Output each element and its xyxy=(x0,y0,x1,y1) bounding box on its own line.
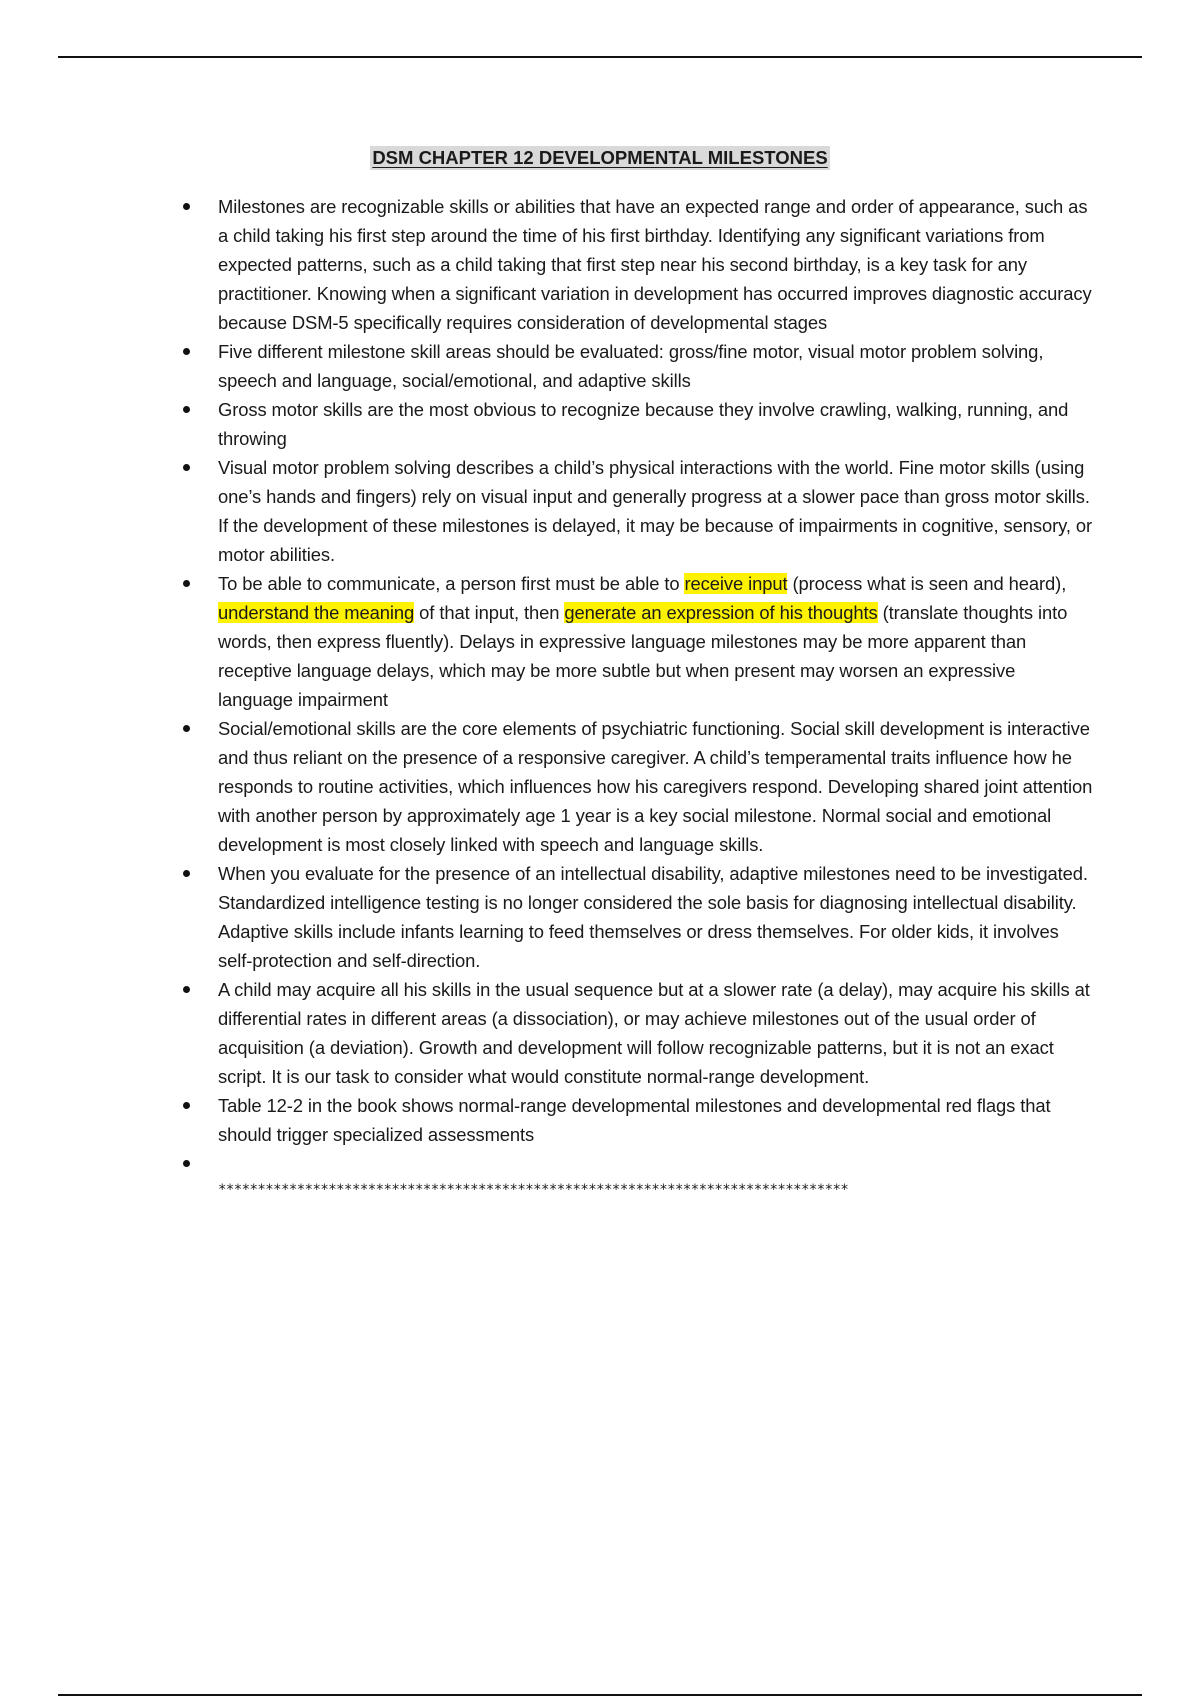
list-item xyxy=(0,337,1200,395)
text-segment: (process what is seen and heard), xyxy=(787,573,1067,594)
bullet-icon xyxy=(183,203,190,210)
bullet-text: Table 12-2 in the book shows normal-range developmental milestones and developmental red flags that should trigger specialized assessments xyxy=(218,1095,1051,1145)
list-item xyxy=(0,859,1200,975)
bullet-text: Milestones are recognizable skills or abilities that have an expected range and order of appearance, such as a child taking his first step around the time of his first birthday. Identifying any significant variations from expected patterns, such as a child taking that first step near his second birthday, is a key task for any practitioner. Knowing when a significant variation in development has occurred improves diagnostic accuracy because DSM-5 specifically requires consideration of developmental stages xyxy=(218,196,1092,333)
highlight-generate-expression: generate an expression of his thoughts xyxy=(564,602,878,623)
text-segment: To be able to communicate, a person first must be able to xyxy=(218,573,685,594)
bullet-text: Gross motor skills are the most obvious to recognize because they involve crawling, walking, running, and throwing xyxy=(218,399,1069,449)
bullet-icon xyxy=(183,1102,190,1109)
bullet-list xyxy=(0,192,1200,1202)
bullet-text-empty xyxy=(218,1149,1093,1178)
text-segment: (translate thoughts into words, then express fluently). Delays in expressive language milestones may be more apparent than receptive language delays, which may be more subtle but when present may worsen an expressive language impairment xyxy=(218,602,1068,710)
bullet-text: A child may acquire all his skills in the usual sequence but at a slower rate (a delay), may acquire his skills at differential rates in different areas (a dissociation), or may achieve milestones out of the usual order of acquisition (a deviation). Growth and development will follow recognizable patterns, but it is not an exact script. It is our task to consider what would constitute normal-range development. xyxy=(218,979,1090,1087)
list-item xyxy=(0,569,1200,714)
bullet-icon xyxy=(183,464,190,471)
top-rule xyxy=(58,56,1142,58)
document-title: DSM CHAPTER 12 DEVELOPMENTAL MILESTONES xyxy=(372,147,828,168)
bullet-icon xyxy=(183,870,190,877)
highlight-receive-input: receive input xyxy=(684,573,788,594)
list-item xyxy=(0,453,1200,569)
bullet-icon xyxy=(183,986,190,993)
bullet-icon xyxy=(183,348,190,355)
bullet-icon xyxy=(183,406,190,413)
list-item xyxy=(0,1091,1200,1149)
bottom-rule xyxy=(58,1694,1142,1696)
list-item xyxy=(0,714,1200,859)
list-item xyxy=(0,975,1200,1091)
list-item xyxy=(0,192,1200,337)
bullet-icon xyxy=(183,725,190,732)
bullet-text: Social/emotional skills are the core elements of psychiatric functioning. Social skill development is interactive and thus reliant on the presence of a responsive caregiver. A child’s temperamental traits influence how he responds to routine activities, which influences how his caregivers respond. Developing shared joint attention with another person by approximately age 1 year is a key social milestone. Normal social and emotional development is most closely linked with speech and language skills. xyxy=(218,718,1093,855)
bullet-icon xyxy=(183,580,190,587)
bullet-text: Five different milestone skill areas should be evaluated: gross/fine motor, visual motor problem solving, speech and language, social/emotional, and adaptive skills xyxy=(218,341,1044,391)
list-item xyxy=(0,395,1200,453)
highlight-understand-meaning: understand the meaning xyxy=(218,602,415,623)
bullet-text: When you evaluate for the presence of an intellectual disability, adaptive milestones need to be investigated. Standardized intelligence testing is no longer considered the sole basis for diagnosing intellectual disability. Adaptive skills include infants learning to feed themselves or dress themselves. For older kids, it involves self-protection and self-direction. xyxy=(218,863,1088,971)
bullet-text: Visual motor problem solving describes a child’s physical interactions with the world. Fine motor skills (using one’s hands and fingers) rely on visual input and generally progress at a slower pace than gross motor skills. If the development of these milestones is delayed, it may be because of impairments in cognitive, sensory, or motor abilities. xyxy=(218,457,1093,565)
separator-row xyxy=(0,1178,1200,1202)
title-block xyxy=(0,146,1200,170)
asterisk-separator: ******************************************************************************** xyxy=(218,1182,849,1198)
text-segment: of that input, then xyxy=(414,602,565,623)
bullet-text-communication xyxy=(218,569,1093,714)
bullet-icon xyxy=(183,1160,190,1167)
list-item xyxy=(0,1149,1200,1178)
